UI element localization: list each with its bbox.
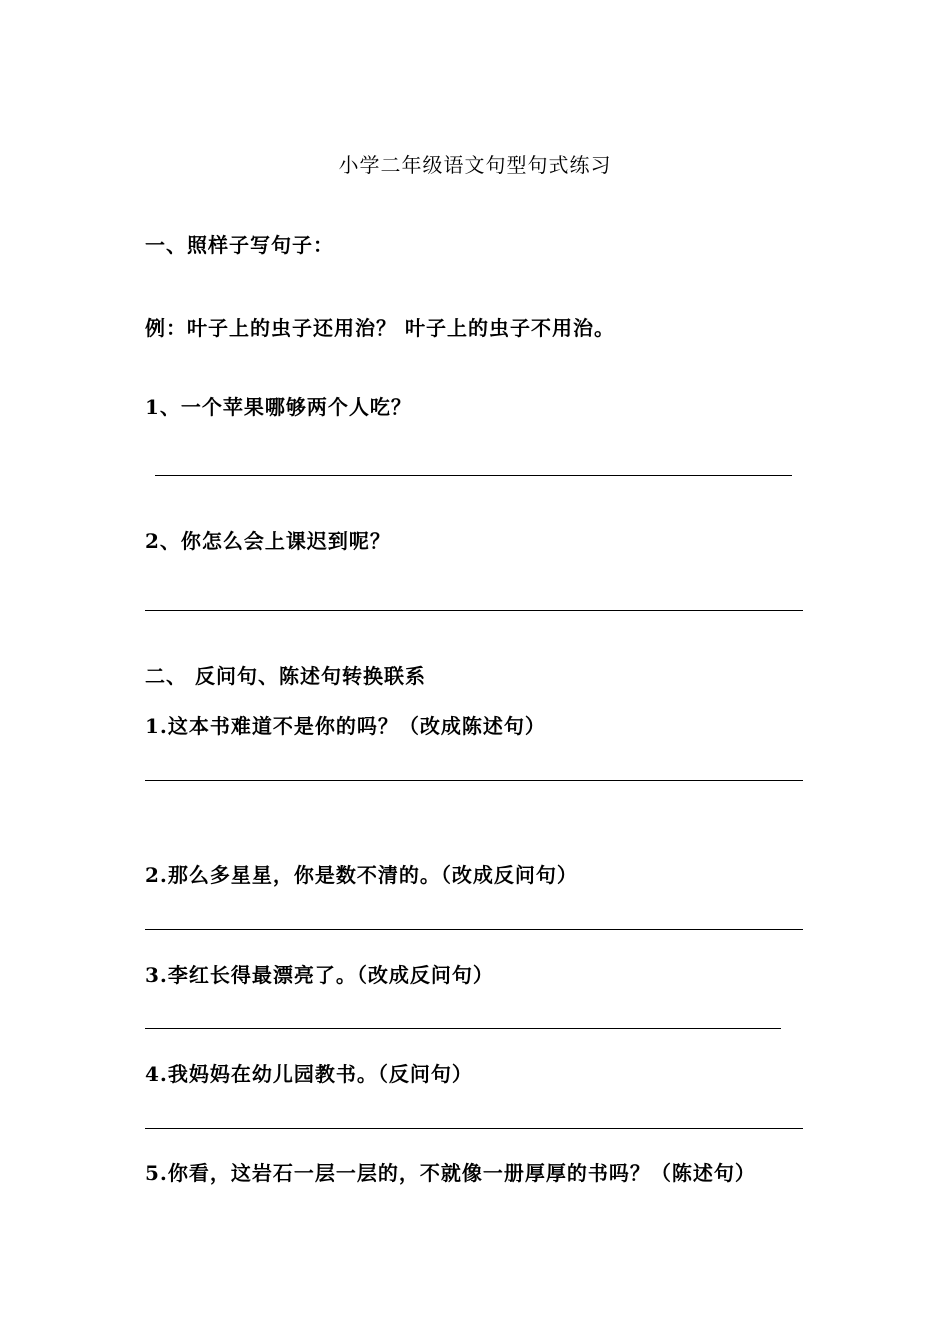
answer-line-4[interactable]: [145, 929, 803, 930]
section-1-item-2: 2、你怎么会上课迟到呢？: [145, 529, 391, 553]
answer-line-1[interactable]: [155, 475, 792, 476]
section-2-item-5: 5.你看，这岩石一层一层的，不就像一册厚厚的书吗？（陈述句）: [145, 1161, 756, 1185]
answer-line-3[interactable]: [145, 780, 803, 781]
answer-line-2[interactable]: [145, 610, 803, 611]
section-1-item-1: 1、一个苹果哪够两个人吃？: [145, 395, 412, 419]
section-2-heading: 二、 反问句、陈述句转换联系: [145, 664, 426, 688]
answer-line-5[interactable]: [145, 1028, 781, 1029]
section-2-item-4: 4.我妈妈在幼儿园教书。（反问句）: [145, 1062, 473, 1086]
answer-line-6[interactable]: [145, 1128, 803, 1129]
section-1-heading: 一、照样子写句子：: [145, 233, 334, 257]
section-2-item-3: 3.李红长得最漂亮了。（改成反问句）: [145, 963, 494, 987]
section-2-item-2: 2.那么多星星，你是数不清的。（改成反问句）: [145, 863, 578, 887]
page-title: 小学二年级语文句型句式练习: [338, 153, 612, 177]
section-2-item-1: 1.这本书难道不是你的吗？（改成陈述句）: [145, 714, 546, 738]
section-1-example: 例：叶子上的虫子还用治？ 叶子上的虫子不用治。: [145, 316, 615, 340]
